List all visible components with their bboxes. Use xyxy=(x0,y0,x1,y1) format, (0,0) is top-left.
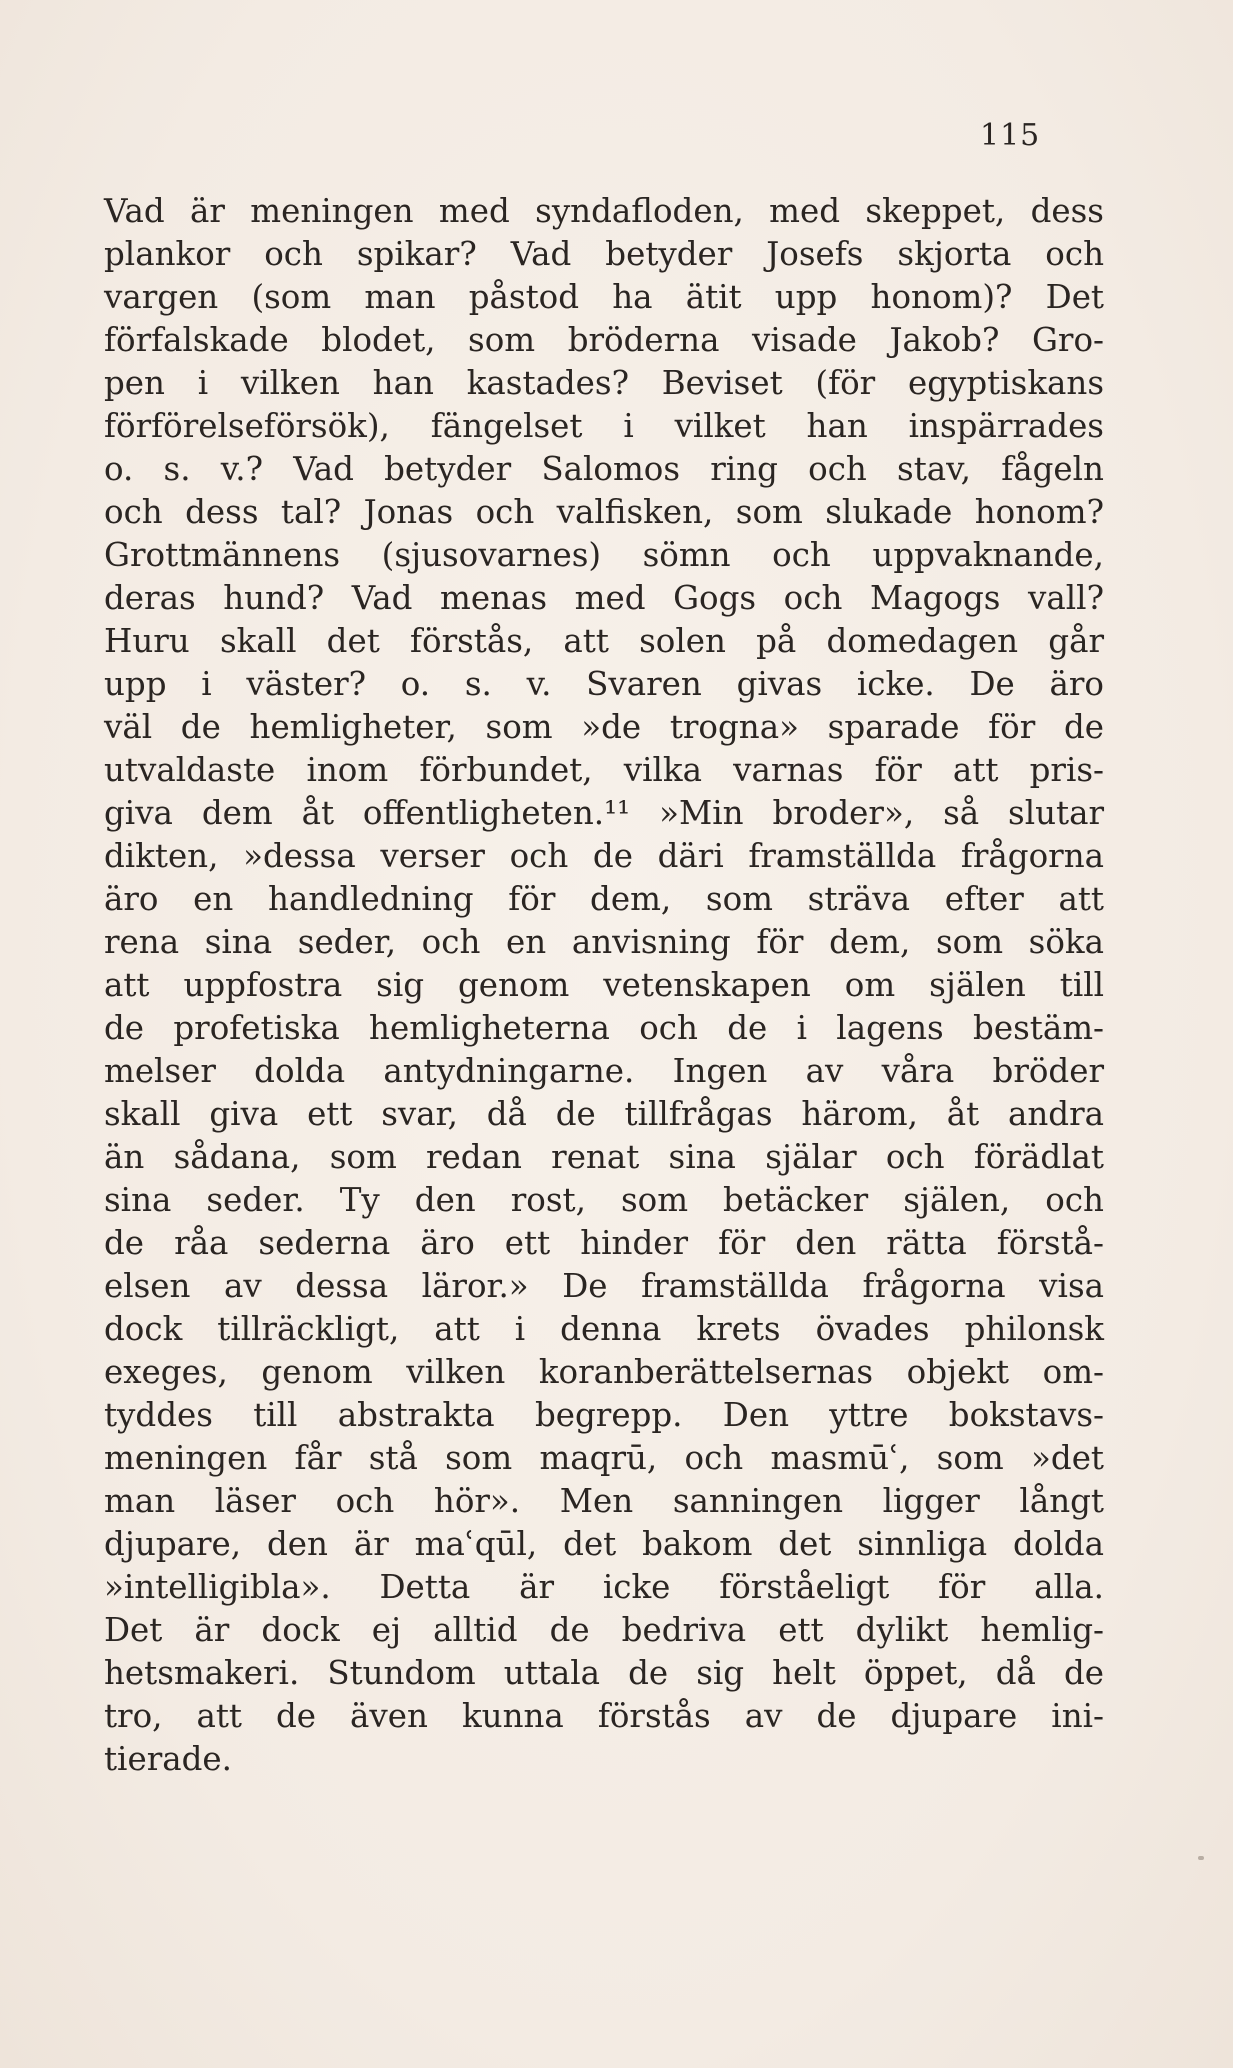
text-line: tyddes till abstrakta begrepp. Den yttre bokstavs- xyxy=(104,1396,1104,1434)
text-line: dock tillräckligt, att i denna krets övades philonsk xyxy=(104,1310,1104,1348)
text-line: »intelligibla». Detta är icke förståeligt för alla. xyxy=(104,1568,1104,1606)
text-line: man läser och hör». Men sanningen ligger långt xyxy=(104,1482,1104,1520)
text-line: Det är dock ej alltid de bedriva ett dylikt hemlig- xyxy=(104,1611,1104,1649)
text-line: Huru skall det förstås, att solen på domedagen går xyxy=(104,622,1104,660)
text-line: exeges, genom vilken koranberättelsernas objekt om- xyxy=(104,1353,1104,1391)
text-line: pen i vilken han kastades? Beviset (för egyptiskans xyxy=(104,364,1104,402)
text-line: o. s. v.? Vad betyder Salomos ring och stav, fågeln xyxy=(104,450,1104,488)
text-line: tierade. xyxy=(104,1740,232,1778)
text-line: dikten, »dessa verser och de däri framställda frågorna xyxy=(104,837,1104,875)
text-line: de profetiska hemligheterna och de i lagens bestäm- xyxy=(104,1009,1104,1047)
text-line: förförelseförsök), fängelset i vilket han inspärrades xyxy=(104,407,1104,445)
text-line: väl de hemligheter, som »de trogna» sparade för de xyxy=(104,708,1104,746)
text-line: melser dolda antydningarne. Ingen av våra bröder xyxy=(104,1052,1104,1090)
paper-speck xyxy=(1198,1856,1204,1860)
text-line: vargen (som man påstod ha ätit upp honom)? Det xyxy=(104,278,1104,316)
text-line: de råa sederna äro ett hinder för den rätta förstå- xyxy=(104,1224,1104,1262)
text-line: skall giva ett svar, då de tillfrågas härom, åt andra xyxy=(104,1095,1104,1133)
text-line: rena sina seder, och en anvisning för dem, som söka xyxy=(104,923,1104,961)
text-line: förfalskade blodet, som bröderna visade Jakob? Gro- xyxy=(104,321,1104,359)
text-line: plankor och spikar? Vad betyder Josefs skjorta och xyxy=(104,235,1104,273)
text-line: än sådana, som redan renat sina själar och förädlat xyxy=(104,1138,1104,1176)
page-number: 115 xyxy=(980,118,1041,153)
text-line: att uppfostra sig genom vetenskapen om själen till xyxy=(104,966,1104,1004)
text-line: Grottmännens (sjusovarnes) sömn och uppvaknande, xyxy=(104,536,1104,574)
text-line: elsen av dessa läror.» De framställda frågorna visa xyxy=(104,1267,1104,1305)
text-line: meningen får stå som maqrū, och masmūʿ, som »det xyxy=(104,1439,1104,1477)
text-line: Vad är meningen med syndafloden, med skeppet, dess xyxy=(104,192,1104,230)
text-line: och dess tal? Jonas och valfisken, som slukade honom? xyxy=(104,493,1104,531)
text-line: äro en handledning för dem, som sträva efter att xyxy=(104,880,1104,918)
text-line: deras hund? Vad menas med Gogs och Magogs vall? xyxy=(104,579,1104,617)
text-line: utvaldaste inom förbundet, vilka varnas för att pris- xyxy=(104,751,1104,789)
body-text xyxy=(104,190,1104,1781)
text-line: tro, att de även kunna förstås av de djupare ini- xyxy=(104,1697,1104,1735)
text-line: hetsmakeri. Stundom uttala de sig helt öppet, då de xyxy=(104,1654,1104,1692)
text-line: giva dem åt offentligheten.¹¹ »Min broder», så slutar xyxy=(104,794,1104,832)
text-line: sina seder. Ty den rost, som betäcker själen, och xyxy=(104,1181,1104,1219)
text-line: upp i väster? o. s. v. Svaren givas icke. De äro xyxy=(104,665,1104,703)
text-line: djupare, den är maʿqūl, det bakom det sinnliga dolda xyxy=(104,1525,1104,1563)
